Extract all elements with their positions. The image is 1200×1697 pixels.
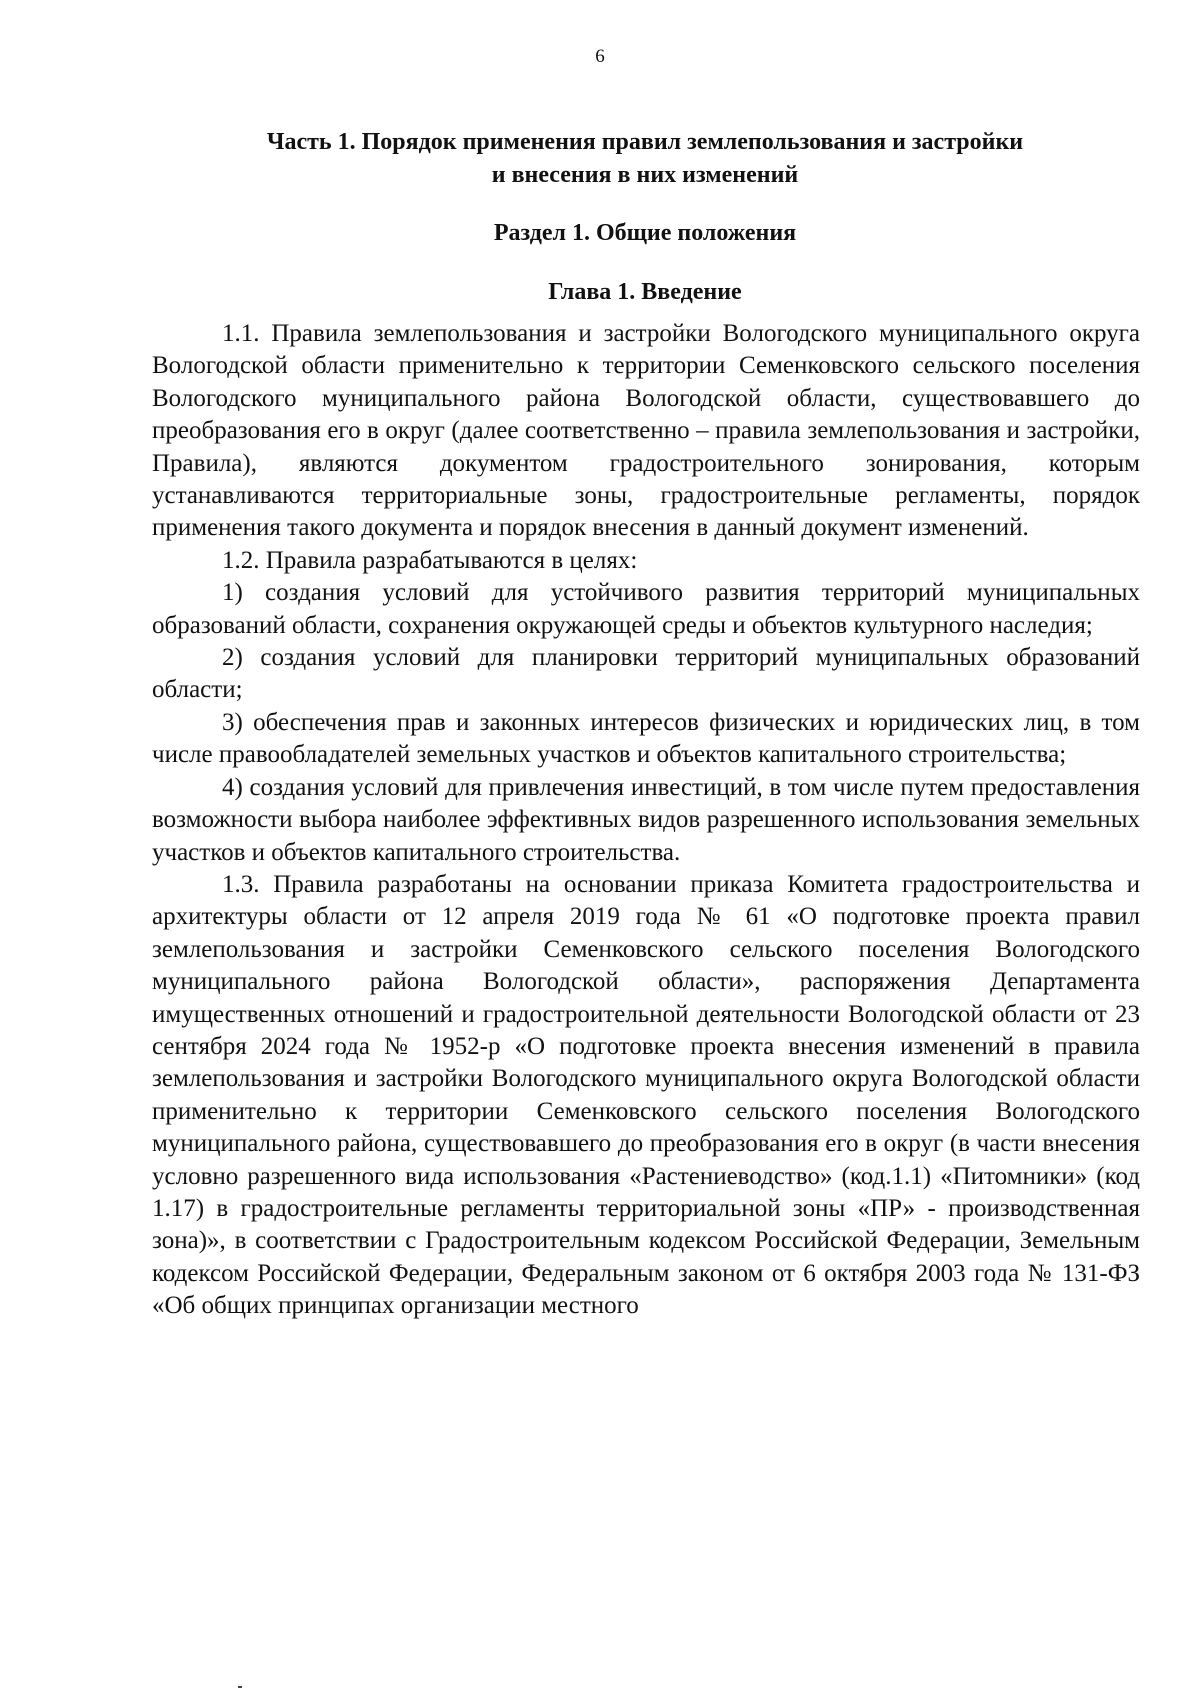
paragraph-1-1: 1.1. Правила землепользования и застройки Вологодского муниципального округа Вологодской области применительно к территории Семенковского сельского поселения Вологодского муниципального района Вологодской области, существовавшего до преобразования его в округ (далее соответственно – правила землепользования и застройки, Правила), являются документом градостроительного зонирования, которым устанавливаются территориальные зоны, градостроительные регламенты, порядок применения такого документа и порядок внесения в данный документ изменений. xyxy=(152,320,1140,542)
list-item-2: 2) создания условий для планировки территорий муниципальных образований области; xyxy=(152,644,1140,704)
page-number: 6 xyxy=(595,46,605,67)
chapter-heading: Глава 1. Введение xyxy=(548,279,742,305)
list-item-1: 1) создания условий для устойчивого развития территорий муниципальных образований области, сохранения окружающей среды и объектов культурного наследия; xyxy=(152,579,1140,639)
list-item-3: 3) обеспечения прав и законных интересов физических и юридических лиц, в том числе правообладателей земельных участков и объектов капитального строительства; xyxy=(152,708,1140,769)
part-heading-line-1: Часть 1. Порядок применения правил землепользования и застройки xyxy=(266,129,1024,155)
body-text xyxy=(152,318,1140,1323)
part-heading xyxy=(150,126,1140,192)
paragraph-1-2: 1.2. Правила разрабатываются в целях: xyxy=(222,546,638,574)
list-item-4: 4) создания условий для привлечения инвестиций, в том числе путем предоставления возможности выбора наиболее эффективных видов разрешенного использования земельных участков и объектов капитального строительства. xyxy=(152,773,1140,866)
scan-speck xyxy=(238,1686,242,1688)
part-heading-line-2: и внесения в них изменений xyxy=(491,162,799,188)
paragraph-1-3: 1.3. Правила разработаны на основании приказа Комитета градостроительства и архитектуры области от 12 апреля 2019 года № 61 «О подготовке проекта правил землепользования и застройки Семенковского сельского поселения Вологодского муниципального района Вологодской области», распоряжения Департамента имущественных отношений и градостроительной деятельности Вологодской области от 23 сентября 2024 года № 1952-р «О подготовке проекта внесения изменений в правила землепользования и застройки Вологодского муниципального округа Вологодской области применительно к территории Семенковского сельского поселения Вологодского муниципального района, существовавшего до преобразования его в округ (в части внесения условно разрешенного вида использования «Растениеводство» (код.1.1) «Питомники» (код 1.17) в градостроительные регламенты территориальной зоны «ПР» - производственная зона)», в соответствии с Градостроительным кодексом Российской Федерации, Земельным кодексом Российской Федерации, Федеральным законом от 6 октября 2003 года № 131-ФЗ «Об общих принципах организации местного xyxy=(152,870,1140,1320)
section-heading: Раздел 1. Общие положения xyxy=(493,220,797,246)
